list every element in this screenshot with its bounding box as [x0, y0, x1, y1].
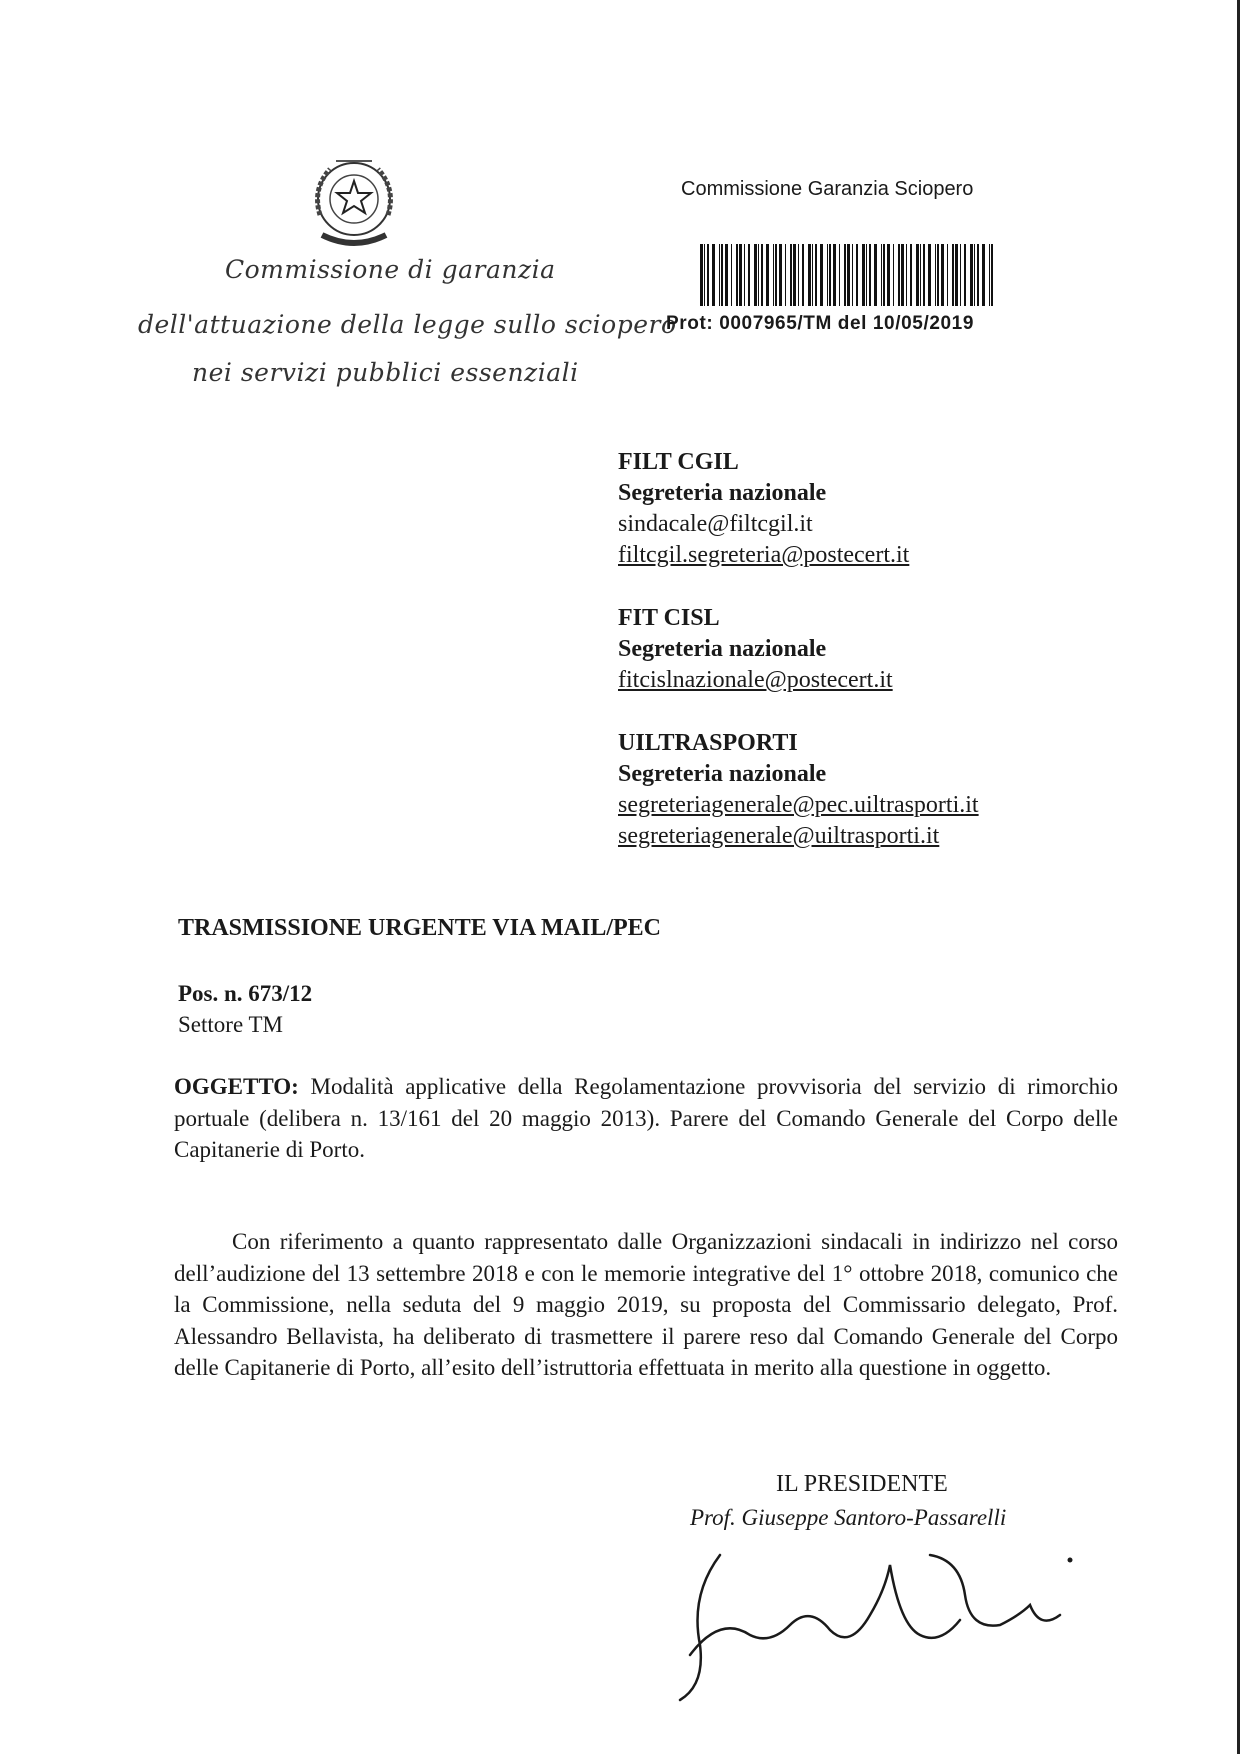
recipient-name: FILT CGIL — [618, 449, 739, 475]
recipient-dept: Segreteria nazionale — [618, 636, 827, 662]
recipient-email[interactable]: sindacale@filtcgil.it — [618, 511, 813, 537]
recipient-name: UILTRASPORTI — [618, 730, 798, 756]
recipient-name: FIT CISL — [618, 605, 720, 631]
signatory-name: Prof. Giuseppe Santoro-Passarelli — [690, 1505, 1007, 1530]
stamp-office: Commissione Garanzia Sciopero — [681, 178, 974, 200]
subject-paragraph — [174, 1071, 1118, 1166]
italian-republic-emblem-icon — [306, 155, 402, 257]
recipient-email[interactable]: segreteriagenerale@uiltrasporti.it — [618, 823, 940, 849]
position-sector: Settore TM — [178, 1012, 283, 1037]
recipient-block — [618, 728, 979, 852]
recipient-email[interactable]: fitcislnazionale@postecert.it — [618, 667, 893, 693]
recipient-dept: Segreteria nazionale — [618, 761, 827, 787]
recipient-block — [618, 447, 909, 571]
signatory-title: IL PRESIDENTE — [776, 1471, 948, 1497]
barcode-icon — [698, 242, 998, 308]
institution-line: dell'attuazione della legge sullo sciopero — [138, 310, 677, 339]
recipient-email[interactable]: filtcgil.segreteria@postecert.it — [618, 542, 910, 568]
position-info — [178, 978, 312, 1040]
subject-label: OGGETTO: — [174, 1074, 299, 1099]
institution-line: nei servizi pubblici essenziali — [192, 358, 579, 387]
transmission-notice: TRASMISSIONE URGENTE VIA MAIL/PEC — [178, 915, 661, 941]
handwritten-signature-icon — [660, 1535, 1080, 1705]
recipient-block — [618, 603, 893, 696]
recipient-email[interactable]: segreteriagenerale@pec.uiltrasporti.it — [618, 792, 979, 818]
recipient-dept: Segreteria nazionale — [618, 480, 827, 506]
subject-text: Modalità applicative della Regolamentazione provvisoria del servizio di rimorchio portuale (delibera n. 13/161 del 20 maggio 2013). Parere del Comando Generale del Corpo delle Capitanerie di Porto. — [174, 1074, 1118, 1162]
position-number: Pos. n. 673/12 — [178, 981, 313, 1006]
institution-line: Commissione di garanzia — [225, 255, 556, 284]
letter-body: Con riferimento a quanto rappresentato dalle Organizzazioni sindacali in indirizzo nel corso dell’audizione del 13 settembre 2018 e con le memorie integrative del 1° ottobre 2018, comunico che la Commissione, nella seduta del 9 maggio 2019, su proposta del Commissario delegato, Prof. Alessandro Bellavista, ha deliberato di trasmettere il parere reso dal Comando Generale del Corpo delle Capitanerie di Porto, all’esito dell’istruttoria effettuata in merito alla questione in oggetto. — [174, 1229, 1118, 1380]
protocol-number: Prot: 0007965/TM del 10/05/2019 — [666, 313, 974, 334]
